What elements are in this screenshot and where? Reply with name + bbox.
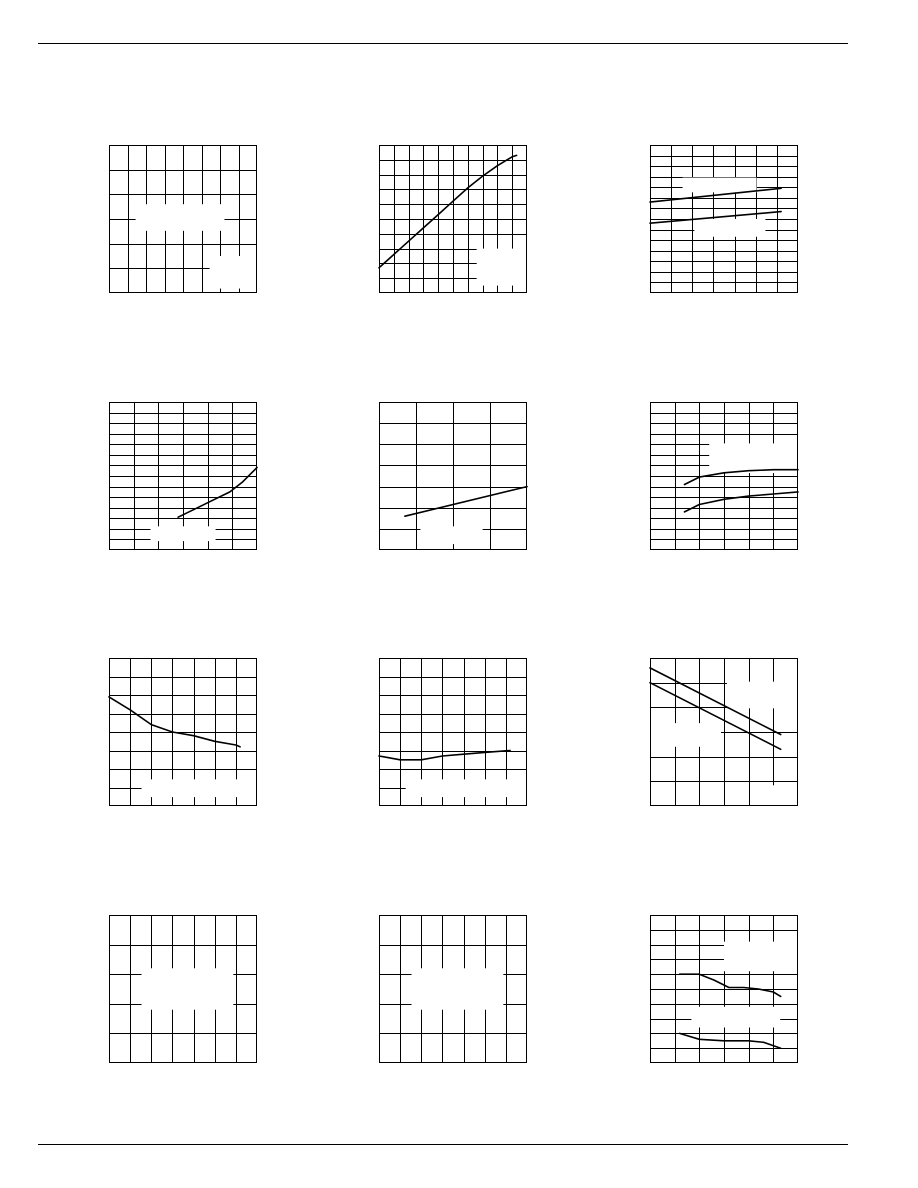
- blank-label-area: [751, 785, 798, 806]
- blank-label-area: [150, 526, 215, 541]
- chart-3: [650, 145, 798, 293]
- chart-2: [379, 145, 527, 293]
- chart-7: [109, 658, 257, 806]
- blank-label-area: [210, 256, 257, 289]
- blank-label-area: [709, 443, 798, 473]
- blank-label-area: [724, 942, 798, 972]
- blank-label-area: [420, 526, 482, 544]
- blank-label-area: [683, 178, 757, 193]
- chart-11: [379, 915, 527, 1063]
- blank-label-area: [691, 1007, 780, 1028]
- chart-12: [650, 915, 798, 1063]
- blank-label-area: [412, 968, 504, 1009]
- chart-1: [109, 145, 257, 293]
- blank-label-area: [694, 219, 765, 237]
- chart-10: [109, 915, 257, 1063]
- blank-label-area: [406, 779, 527, 797]
- chart-9: [650, 658, 798, 806]
- blank-label-area: [727, 682, 798, 709]
- chart-4: [109, 402, 257, 550]
- chart-8: [379, 658, 527, 806]
- blank-label-area: [136, 204, 225, 231]
- blank-label-area: [142, 779, 257, 797]
- blank-label-area: [477, 249, 527, 286]
- blank-label-area: [650, 723, 721, 747]
- chart-5: [379, 402, 527, 550]
- chart-6: [650, 402, 798, 550]
- blank-label-area: [142, 968, 234, 1009]
